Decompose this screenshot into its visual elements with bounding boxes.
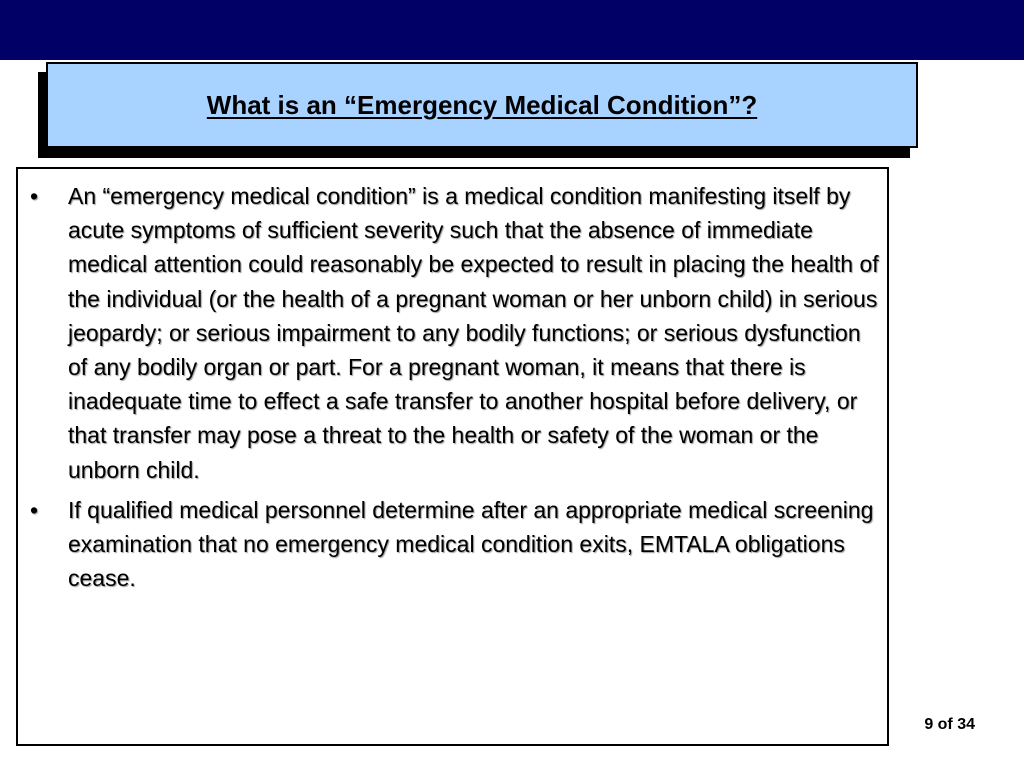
title-box xyxy=(46,62,918,148)
bullet-list xyxy=(28,179,880,601)
slide-title: What is an “Emergency Medical Condition”? xyxy=(206,89,758,120)
bullet-item xyxy=(28,179,880,487)
content-box xyxy=(16,167,889,746)
bullet-item xyxy=(28,493,880,596)
bullet-text: An “emergency medical condition” is a medical condition manifesting itself by acute symptoms of sufficient severity such that the absence of immediate medical attention could reasonably be expected to result in placing the health of the individual (or the health of a pregnant woman or her unborn child) in serious jeopardy; or serious impairment to any bodily functions; or serious dysfunction of any bodily organ or part. For a pregnant woman, it means that there is inadequate time to effect a safe transfer to another hospital before delivery, or that transfer may pose a threat to the health or safety of the woman or the unborn child. xyxy=(68,183,879,483)
header-band xyxy=(0,0,1024,60)
bullet-icon: • xyxy=(30,496,39,523)
page-number: 9 of 34 xyxy=(924,716,975,733)
bullet-icon: • xyxy=(30,183,39,209)
bullet-text: If qualified medical personnel determine after an appropriate medical screening examination that no emergency medical condition exits, EMTALA obligations cease. xyxy=(68,496,874,592)
